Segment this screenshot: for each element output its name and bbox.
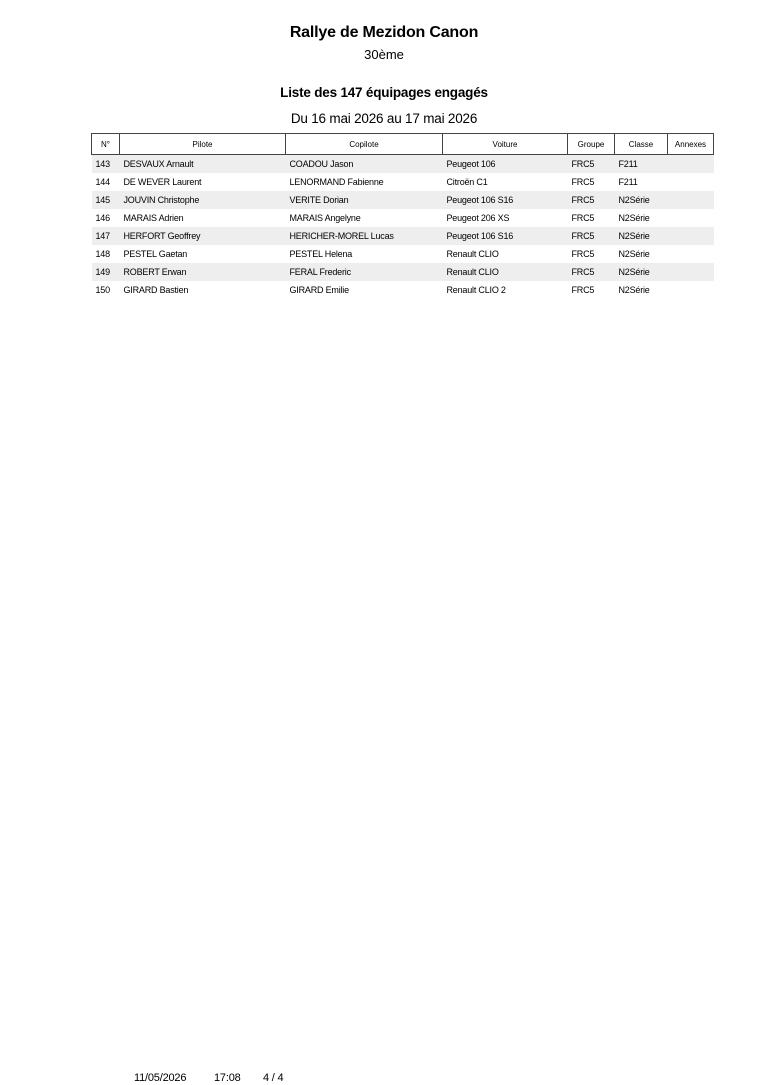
cell-voiture: Renault CLIO (443, 245, 568, 263)
cell-copilote: LENORMAND Fabienne (286, 173, 443, 191)
cell-groupe: FRC5 (568, 155, 615, 174)
cell-groupe: FRC5 (568, 173, 615, 191)
cell-voiture: Peugeot 106 S16 (443, 227, 568, 245)
cell-pilote: PESTEL Gaetan (120, 245, 286, 263)
cell-number: 148 (92, 245, 120, 263)
column-header-annexes: Annexes (668, 134, 714, 155)
cell-number: 146 (92, 209, 120, 227)
cell-annexes (668, 227, 714, 245)
cell-voiture: Peugeot 106 S16 (443, 191, 568, 209)
cell-copilote: FERAL Frederic (286, 263, 443, 281)
cell-copilote: COADOU Jason (286, 155, 443, 174)
column-header-copilote: Copilote (286, 134, 443, 155)
cell-annexes (668, 173, 714, 191)
cell-groupe: FRC5 (568, 263, 615, 281)
cell-voiture: Peugeot 206 XS (443, 209, 568, 227)
table-row (92, 155, 714, 174)
column-header-number: N° (92, 134, 120, 155)
cell-classe: N2Série (615, 245, 668, 263)
cell-classe: N2Série (615, 227, 668, 245)
cell-pilote: DESVAUX Arnault (120, 155, 286, 174)
cell-annexes (668, 281, 714, 299)
cell-pilote: HERFORT Geoffrey (120, 227, 286, 245)
cell-classe: F211 (615, 173, 668, 191)
column-header-groupe: Groupe (568, 134, 615, 155)
print-time: 17:08 (214, 1072, 241, 1084)
table-row (92, 191, 714, 209)
cell-annexes (668, 263, 714, 281)
page-title: Rallye de Mezidon Canon (289, 24, 479, 41)
cell-annexes (668, 209, 714, 227)
event-dates: Du 16 mai 2026 au 17 mai 2026 (290, 111, 478, 126)
cell-number: 147 (92, 227, 120, 245)
column-header-pilote: Pilote (120, 134, 286, 155)
cell-voiture: Peugeot 106 (443, 155, 568, 174)
cell-voiture: Renault CLIO (443, 263, 568, 281)
cell-pilote: MARAIS Adrien (120, 209, 286, 227)
cell-groupe: FRC5 (568, 209, 615, 227)
cell-number: 145 (92, 191, 120, 209)
cell-groupe: FRC5 (568, 281, 615, 299)
cell-pilote: JOUVIN Christophe (120, 191, 286, 209)
cell-groupe: FRC5 (568, 227, 615, 245)
print-date: 11/05/2026 (134, 1072, 187, 1084)
cell-groupe: FRC5 (568, 245, 615, 263)
cell-classe: N2Série (615, 191, 668, 209)
cell-classe: N2Série (615, 209, 668, 227)
column-header-voiture: Voiture (443, 134, 568, 155)
cell-annexes (668, 245, 714, 263)
cell-number: 144 (92, 173, 120, 191)
cell-number: 143 (92, 155, 120, 174)
cell-voiture: Renault CLIO 2 (443, 281, 568, 299)
entries-table (91, 133, 714, 299)
cell-copilote: PESTEL Helena (286, 245, 443, 263)
list-subtitle: Liste des 147 équipages engagés (280, 85, 488, 100)
table-row (92, 227, 714, 245)
cell-pilote: ROBERT Erwan (120, 263, 286, 281)
cell-copilote: VERITE Dorian (286, 191, 443, 209)
cell-voiture: Citroën C1 (443, 173, 568, 191)
cell-copilote: MARAIS Angelyne (286, 209, 443, 227)
table-row (92, 173, 714, 191)
table-header-row (92, 134, 714, 155)
cell-annexes (668, 155, 714, 174)
table-row (92, 263, 714, 281)
edition-label: 30ème (364, 47, 404, 62)
cell-pilote: GIRARD Bastien (120, 281, 286, 299)
cell-classe: F211 (615, 155, 668, 174)
page-number: 4 / 4 (263, 1072, 284, 1084)
table-row (92, 209, 714, 227)
cell-copilote: GIRARD Emilie (286, 281, 443, 299)
cell-classe: N2Série (615, 263, 668, 281)
table-row (92, 281, 714, 299)
cell-copilote: HERICHER-MOREL Lucas (286, 227, 443, 245)
column-header-classe: Classe (615, 134, 668, 155)
table-row (92, 245, 714, 263)
cell-classe: N2Série (615, 281, 668, 299)
cell-number: 149 (92, 263, 120, 281)
cell-annexes (668, 191, 714, 209)
cell-pilote: DE WEVER Laurent (120, 173, 286, 191)
cell-groupe: FRC5 (568, 191, 615, 209)
cell-number: 150 (92, 281, 120, 299)
